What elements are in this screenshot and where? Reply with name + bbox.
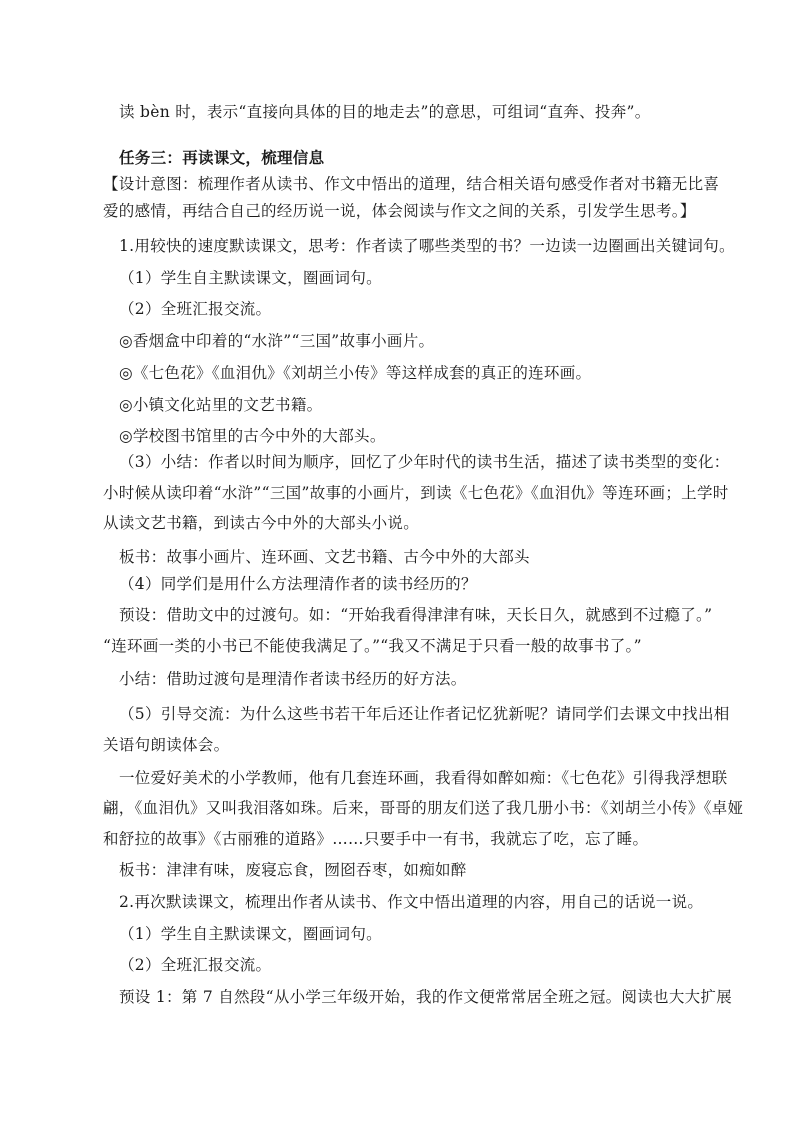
section-heading-task3: 任务三：再读课文，梳理信息 [119, 148, 325, 167]
board-notes-1: 板书：故事小画片、连环画、文艺书籍、古今中外的大部头 [119, 548, 530, 566]
summary-3-line-2: 小时候从读印着“水浒”“三国”故事的小画片，到读《七色花》《血泪仇》等连环画；上学时 [103, 484, 729, 502]
list-item: ◎《七色花》《血泪仇》《刘胡兰小传》等这样成套的真正的连环画。 [119, 364, 592, 382]
list-item: ◎学校图书馆里的古今中外的大部头。 [119, 427, 386, 445]
board-notes-2: 板书：津津有味，废寝忘食，囫囵吞枣，如痴如醉 [119, 861, 467, 879]
q1-step-1: （1）学生自主默读课文，圈画词句。 [119, 269, 382, 287]
guide-5-line-1: （5）引导交流：为什么这些书若干年后还让作者记忆犹新呢？请同学们去课文中找出相 [119, 705, 730, 723]
preset-4-line-1: 预设：借助文中的过渡句。如：“开始我看得津津有味，天长日久，就感到不过瘾了。” [119, 606, 713, 624]
quote-line-3: 和舒拉的故事》《古丽雅的道路》……只要手中一有书，我就忘了吃，忘了睡。 [103, 830, 649, 848]
q2-step-1: （1）学生自主默读课文，圈画词句。 [119, 925, 382, 943]
summary-3-line-3: 从读文艺书籍，到读古今中外的大部头小说。 [103, 514, 420, 532]
design-intent-line-1: 【设计意图：梳理作者从读书、作文中悟出的道理，结合相关语句感受作者对书籍无比喜 [103, 175, 720, 193]
design-intent-line-2: 爱的感情，再结合自己的经历说一说，体会阅读与作文之间的关系，引发学生思考。】 [103, 202, 696, 220]
list-item: ◎香烟盒中印着的“水浒”“三国”故事小画片。 [119, 332, 435, 350]
list-item: ◎小镇文化站里的文艺书籍。 [119, 396, 323, 414]
preset-4-line-2: “连环画一类的小书已不能使我满足了。”“我又不满足于只看一般的故事书了。” [103, 637, 642, 655]
quote-line-1: 一位爱好美术的小学教师，他有几套连环画，我看得如醉如痴：《七色花》引得我浮想联 [119, 769, 728, 787]
q1-step-2: （2）全班汇报交流。 [119, 300, 272, 318]
question-2: 2.再次默读课文，梳理出作者从读书、作文中悟出道理的内容，用自己的话说一说。 [119, 893, 704, 911]
question-1: 1.用较快的速度默读课文，思考：作者读了哪些类型的书？一边读一边圈画出关键词句。 [119, 237, 735, 255]
question-4: （4）同学们是用什么方法理清作者的读书经历的？ [119, 575, 477, 593]
summary-4: 小结：借助过渡句是理清作者读书经历的好方法。 [119, 670, 467, 688]
q2-step-2: （2）全班汇报交流。 [119, 956, 272, 974]
preset-1: 预设 1：第 7 自然段“从小学三年级开始，我的作文便常常居全班之冠。阅读也大大扩展 [119, 988, 733, 1006]
summary-3-line-1: （3）小结：作者以时间为顺序，回忆了少年时代的读书生活，描述了读书类型的变化： [119, 453, 730, 471]
guide-5-line-2: 关语句朗读体会。 [103, 736, 230, 754]
paragraph-pronunciation: 读 bèn 时，表示“直接向具体的目的地走去”的意思，可组词“直奔、投奔”。 [119, 103, 651, 121]
quote-line-2: 翩，《血泪仇》又叫我泪落如珠。后来，哥哥的朋友们送了我几册小书：《刘胡兰小传》《卓娅 [103, 799, 744, 817]
